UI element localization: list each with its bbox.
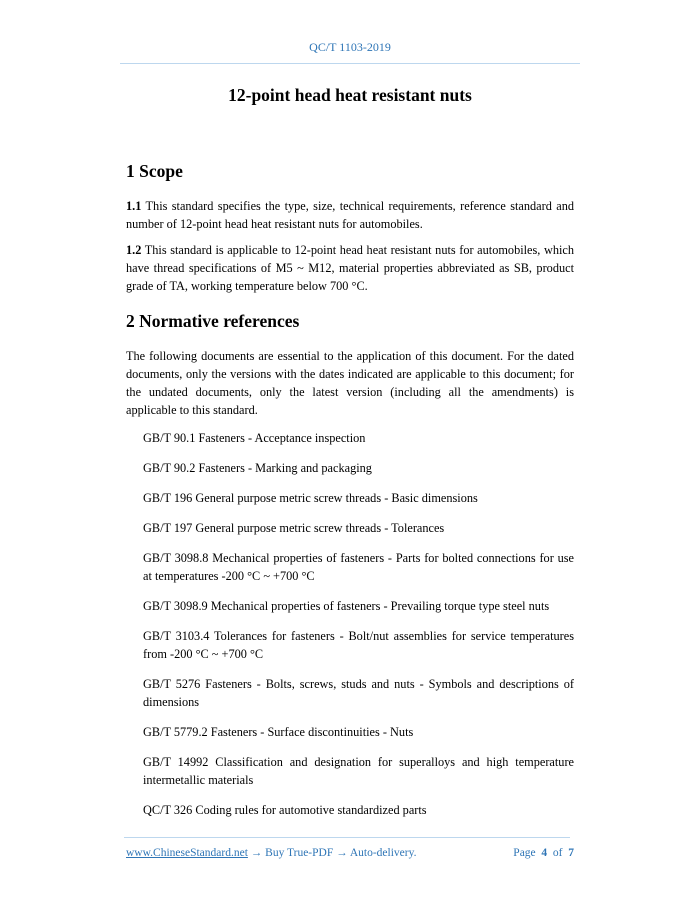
chinesestandard-link[interactable]: www.ChineseStandard.net — [126, 847, 248, 859]
reference-item: GB/T 3103.4 Tolerances for fasteners - Bolt/nut assemblies for service temperatures from -200 °C ~ +700 °C — [143, 629, 574, 661]
document-title: 12-point head heat resistant nuts — [228, 85, 472, 105]
reference-item: GB/T 5276 Fasteners - Bolts, screws, studs and nuts - Symbols and descriptions of dimensions — [143, 677, 574, 709]
page-current: 4 — [541, 847, 548, 859]
document-code-header: QC/T 1103-2019 — [309, 40, 391, 54]
reference-item: GB/T 197 General purpose metric screw threads - Tolerances — [143, 521, 445, 535]
clause-number: 1.2 — [126, 243, 142, 257]
footer-divider — [124, 837, 570, 838]
page-of-label: of — [552, 847, 563, 859]
document-body — [126, 159, 574, 819]
clause-text: This standard specifies the type, size, technical requirements, reference standard and number of 12-point head heat resistant nuts for automobiles. — [126, 199, 574, 231]
reference-item: GB/T 196 General purpose metric screw threads - Basic dimensions — [143, 491, 478, 505]
clause-number: 1.1 — [126, 199, 142, 213]
page-footer — [126, 847, 574, 859]
section-heading-normative-references: 2 Normative references — [126, 311, 300, 331]
reference-item: GB/T 3098.8 Mechanical properties of fasteners - Parts for bolted connections for use at temperatures -200 °C ~ +700 °C — [143, 551, 574, 583]
reference-item: GB/T 14992 Classification and designation for superalloys and high temperature intermetallic materials — [143, 755, 574, 787]
page-total: 7 — [568, 847, 574, 859]
header-divider — [120, 63, 580, 64]
reference-item: GB/T 90.1 Fasteners - Acceptance inspection — [143, 431, 366, 445]
section-heading-scope: 1 Scope — [126, 161, 183, 181]
reference-item: QC/T 326 Coding rules for automotive standardized parts — [143, 803, 427, 817]
page-label: Page — [513, 847, 536, 859]
clause-text: This standard is applicable to 12-point head heat resistant nuts for automobiles, which have thread specifications of M5 ~ M12, material properties abbreviated as SB, product grade of TA, working temperature below 700 °C. — [126, 243, 574, 293]
clause-1-1 — [126, 197, 574, 233]
footer-tagline: → Buy True-PDF → Auto-delivery. — [247, 847, 417, 859]
reference-item: GB/T 5779.2 Fasteners - Surface discontinuities - Nuts — [143, 725, 414, 739]
references-intro: The following documents are essential to the application of this document. For the dated documents, only the versions with the dates indicated are applicable to this document; for the undated documents, only the latest version (including all the amendments) is applicable to this standard. — [126, 349, 574, 417]
clause-1-2 — [126, 241, 574, 295]
reference-item: GB/T 3098.9 Mechanical properties of fasteners - Prevailing torque type steel nuts — [143, 599, 550, 613]
reference-item: GB/T 90.2 Fasteners - Marking and packaging — [143, 461, 372, 475]
page-indicator — [513, 847, 574, 859]
